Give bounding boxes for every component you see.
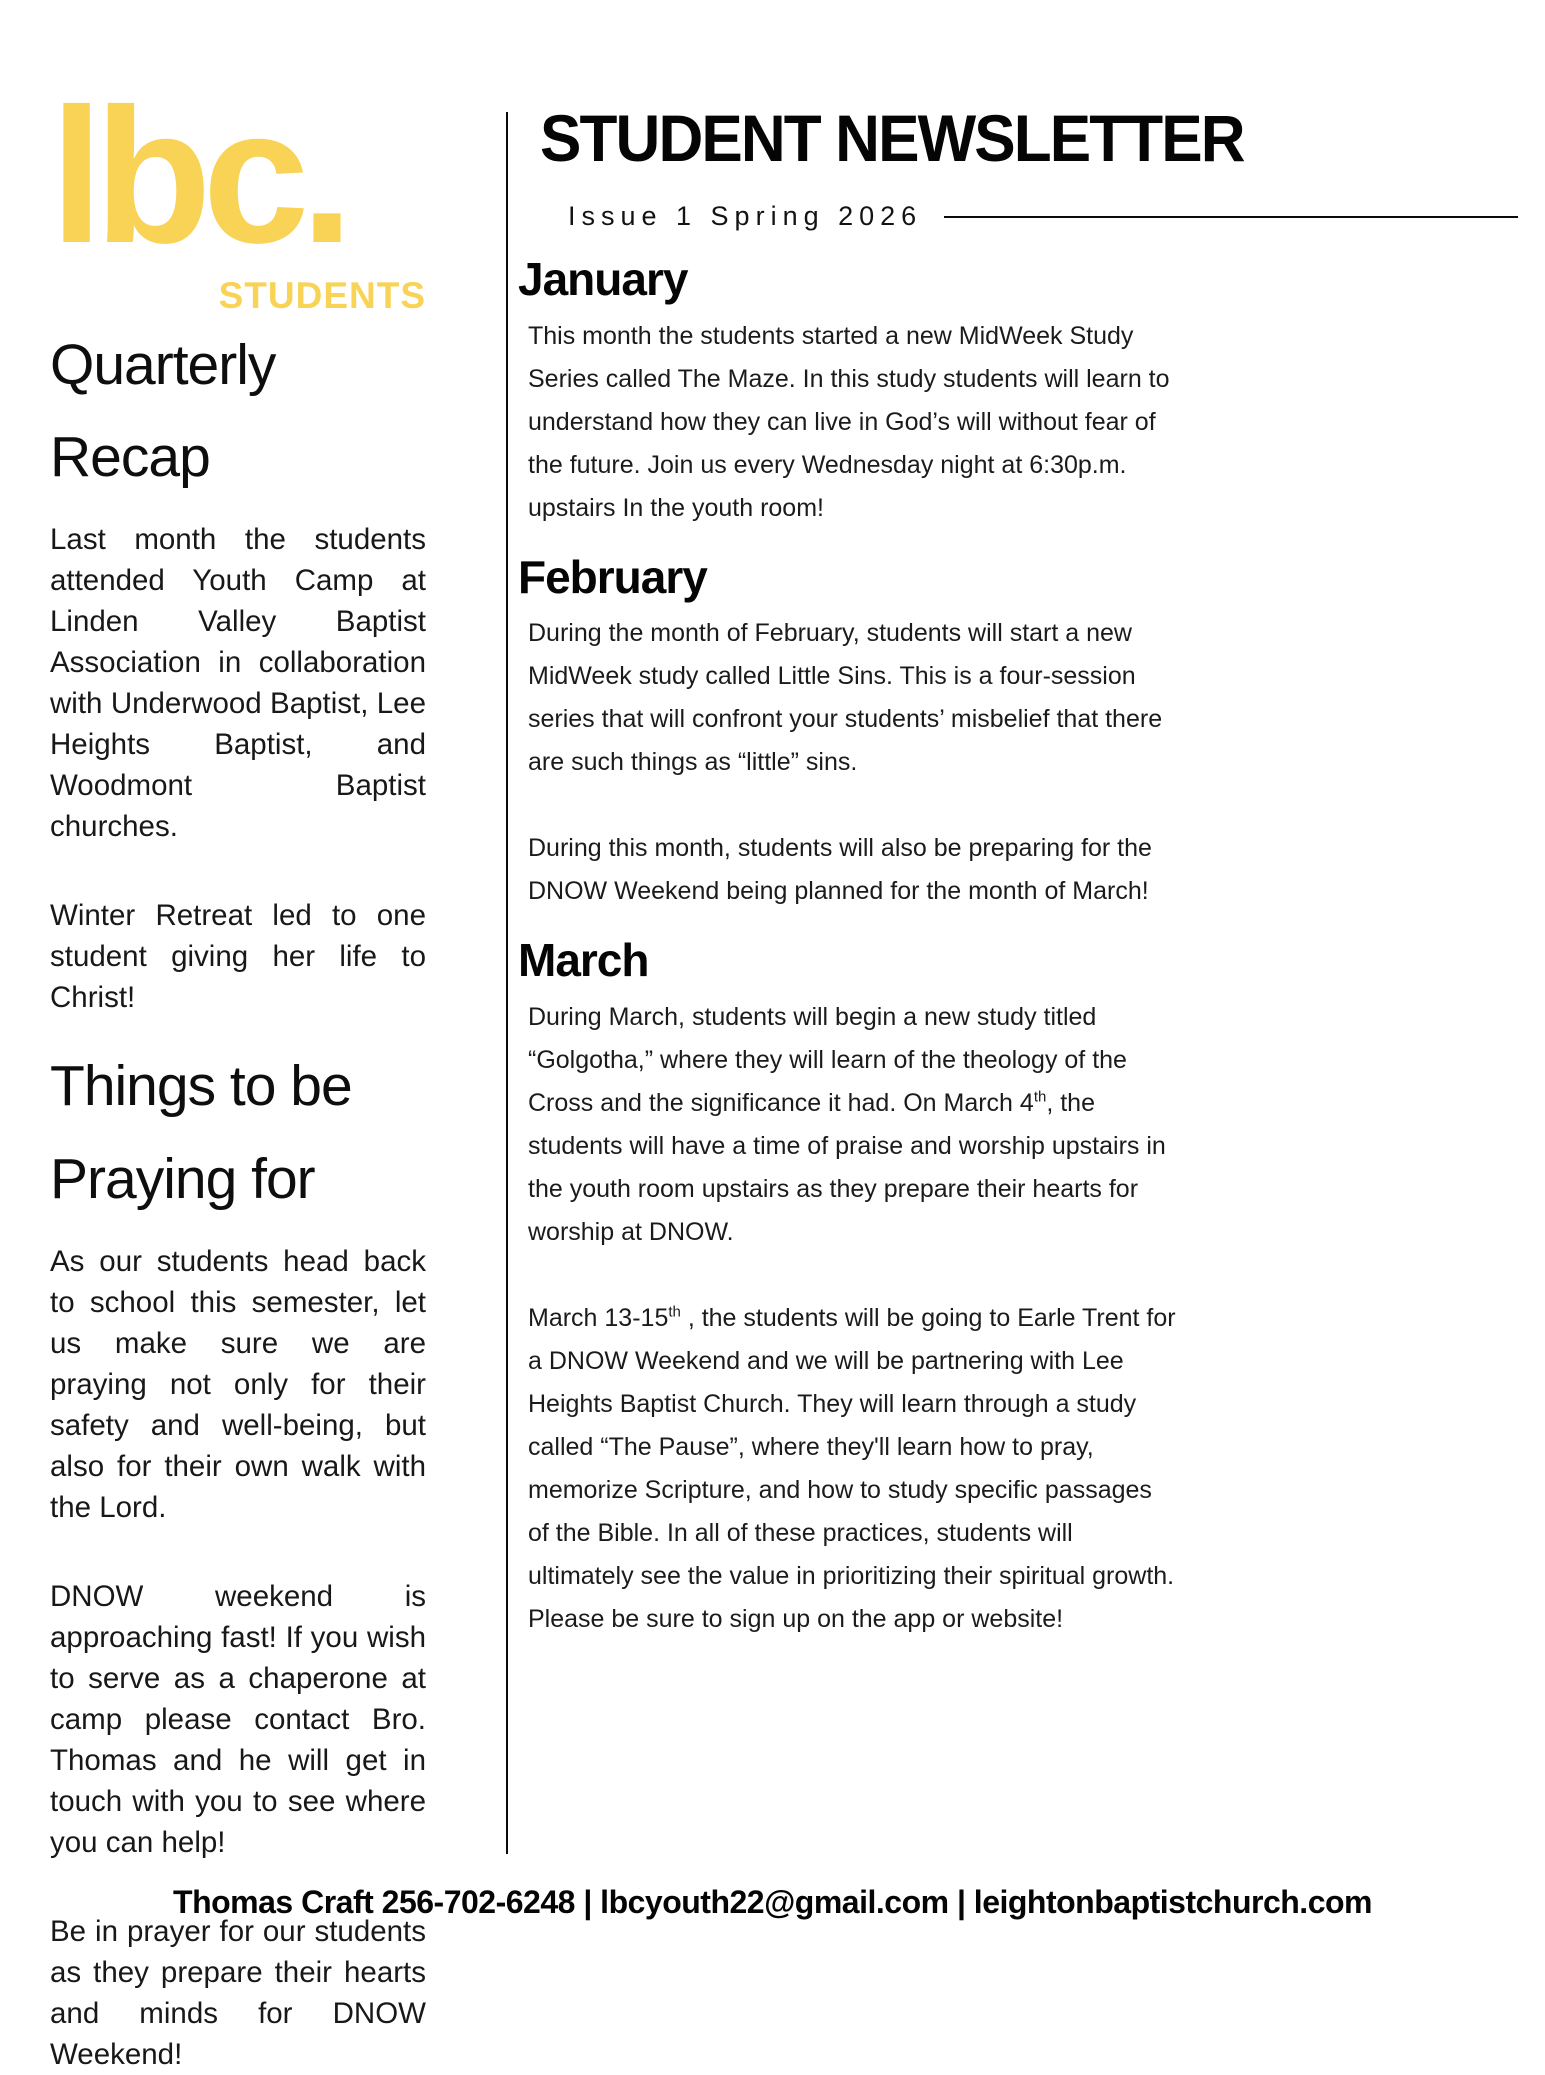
february-paragraph: During the month of February, students will start a new MidWeek study called Little Sins. This is a four-session series that will confront your students’ misbelief that there are such things as “little” sins. (528, 619, 1163, 777)
footer-contact-line: Thomas Craft 256-702-6248 | lbcyouth22@gmail.com | leightonbaptistchurch.com (173, 1884, 1372, 1920)
right-column (518, 95, 1518, 1641)
section-heading-january: January (518, 253, 688, 305)
march-p1-text: During March, students will begin a new study titled “Golgotha,” where they will learn of the theology of the Cross and the significance it had. On March 4 (528, 1002, 1127, 1117)
march-p2-text: March 13-15 (528, 1303, 669, 1332)
march-p1-text: , the students will have a time of praise and worship upstairs in the youth room upstairs as they prepare their hearts for worship at DNOW. (528, 1088, 1166, 1246)
ordinal-superscript: th (1033, 1088, 1047, 1106)
praying-for-title-line1: Things to be (50, 1054, 352, 1119)
brand-subtitle: STUDENTS (218, 274, 426, 316)
section-heading-february: February (518, 550, 707, 603)
quarterly-recap-title-line2: Recap (50, 424, 210, 489)
issue-row (568, 201, 1518, 232)
issue-rule-line (944, 216, 1518, 218)
prayer-paragraph: DNOW weekend is approaching fast! If you wish to serve as a chaperone at camp please contact Bro. Thomas and he will get in touch with you to see where you can help! (50, 1579, 426, 1859)
ordinal-superscript: th (668, 1303, 681, 1321)
left-column (50, 68, 426, 2075)
march-paragraph (528, 996, 1176, 1254)
issue-label: Issue 1 Spring 2026 (568, 201, 923, 231)
column-divider-line (506, 112, 508, 1854)
recap-paragraph: Last month the students attended Youth Camp at Linden Valley Baptist Association in collaboration with Underwood Baptist, Lee Heights Baptist, and Woodmont Baptist churches. (50, 523, 426, 844)
quarterly-recap-title-line1: Quarterly (50, 332, 276, 397)
quarterly-recap-title (50, 319, 426, 504)
recap-paragraph: Winter Retreat led to one student giving her life to Christ! (50, 899, 426, 1015)
prayer-paragraph: Be in prayer for our students as they prepare their hearts and minds for DNOW Weekend! (50, 1914, 426, 2071)
newsletter-title: STUDENT NEWSLETTER (540, 101, 1244, 175)
praying-for-title (50, 1040, 426, 1225)
praying-for-title-line2: Praying for (50, 1146, 315, 1211)
section-heading-march: March (518, 934, 649, 987)
lbc-logo: lbc. (50, 68, 345, 283)
prayer-paragraph: As our students head back to school this semester, let us make sure we are praying not only for their safety and well-being, but also for their own walk with the Lord. (50, 1244, 426, 1524)
march-p2-text: , the students will be going to Earle Trent for a DNOW Weekend and we will be partnering with Lee Heights Baptist Church. They will learn through a study called “The Pause”, where they'll learn how to pray, memorize Scripture, and how to study specific passages of the Bible. In all of these practices, students will ultimately see the value in prioritizing their spiritual growth. Please be sure to sign up on the app or website! (528, 1303, 1176, 1633)
february-paragraph: During this month, students will also be preparing for the DNOW Weekend being planned for the month of March! (528, 834, 1152, 906)
january-paragraph: This month the students started a new MidWeek Study Series called The Maze. In this study students will learn to understand how they can live in God’s will without fear of the future. Join us every Wednesday night at 6:30p.m. upstairs In the youth room! (528, 321, 1170, 522)
march-paragraph (528, 1297, 1176, 1641)
